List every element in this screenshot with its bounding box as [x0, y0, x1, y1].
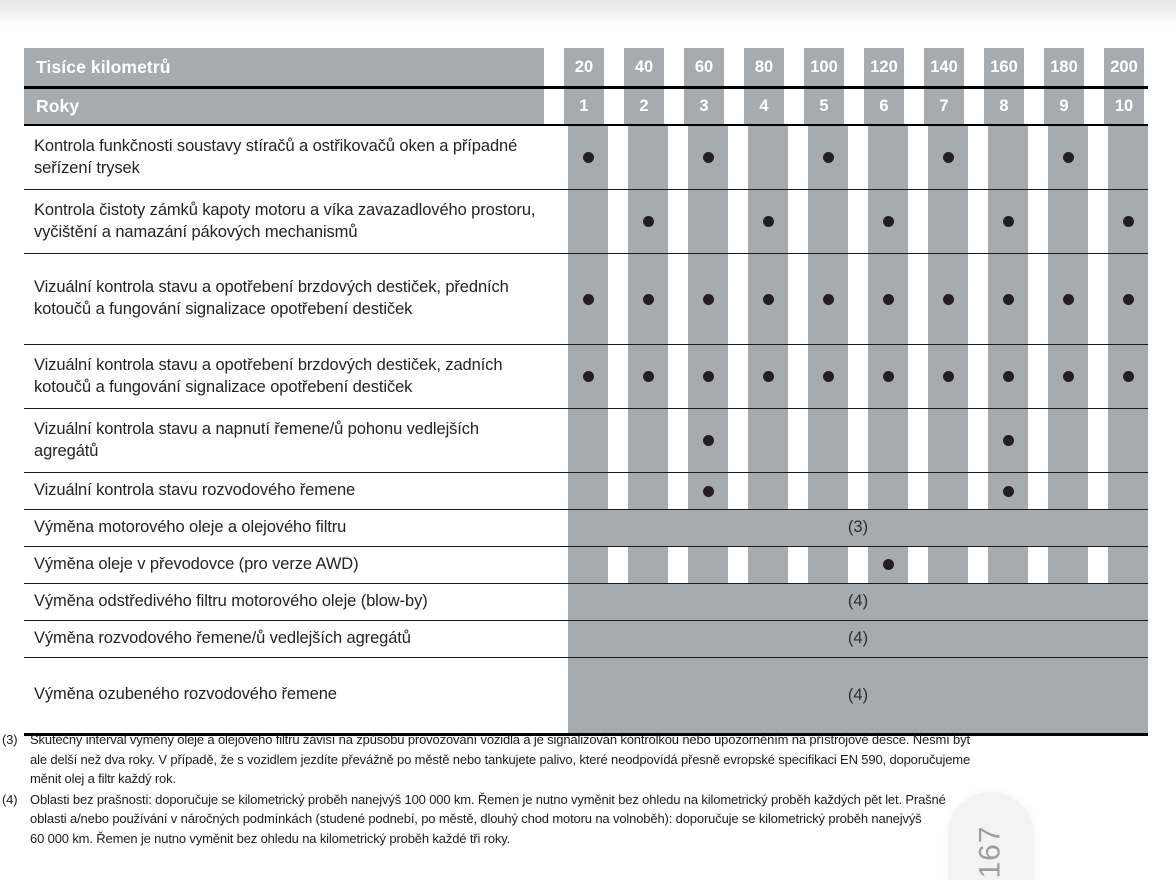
interval-cell — [988, 473, 1028, 509]
interval-cell — [748, 190, 788, 253]
interval-cell — [748, 473, 788, 509]
year-value-cell: 8 — [984, 89, 1024, 124]
interval-cell — [688, 254, 728, 344]
interval-cell — [1108, 409, 1148, 472]
service-dot — [703, 435, 714, 446]
interval-cell — [568, 547, 608, 583]
service-dot — [883, 216, 894, 227]
row-label: Kontrola čistoty zámků kapoty motoru a víka zavazadlového prostoru, vyčištění a namazání pákových mechanismů — [34, 200, 536, 241]
interval-cell — [628, 409, 668, 472]
year-value-cell: 3 — [684, 89, 724, 124]
interval-cell — [568, 473, 608, 509]
row-label: Vizuální kontrola stavu a napnutí řemene/ů pohonu vedlejších agregátů — [34, 419, 479, 460]
interval-cell — [628, 254, 668, 344]
service-dot — [943, 294, 954, 305]
footnote-marker: (4) — [2, 791, 18, 807]
service-dot — [1003, 216, 1014, 227]
service-dot — [883, 559, 894, 570]
interval-cell — [568, 345, 608, 408]
interval-cells — [568, 547, 1148, 583]
interval-cell — [988, 190, 1028, 253]
service-dot — [943, 371, 954, 382]
interval-cell — [988, 254, 1028, 344]
year-value-cell: 5 — [804, 89, 844, 124]
merged-note-cell: (4) — [568, 621, 1148, 657]
service-dot — [643, 216, 654, 227]
interval-cell — [1108, 254, 1148, 344]
km-values — [564, 48, 1144, 86]
row-label: Vizuální kontrola stavu a opotřebení brzdových destiček, zadních kotoučů a fungování signalizace opotřebení destiček — [34, 355, 503, 396]
table-row — [24, 547, 1148, 584]
interval-cells — [568, 126, 1148, 189]
interval-cell — [688, 345, 728, 408]
interval-cell — [808, 190, 848, 253]
years-header-label: Roky — [24, 89, 544, 124]
service-dot — [583, 294, 594, 305]
interval-cell — [868, 547, 908, 583]
interval-cell — [928, 409, 968, 472]
interval-cell — [928, 254, 968, 344]
service-dot — [1123, 371, 1134, 382]
table-row — [24, 126, 1148, 190]
interval-cell — [1108, 345, 1148, 408]
interval-cell — [988, 547, 1028, 583]
interval-cell — [988, 409, 1028, 472]
interval-cell — [1048, 547, 1088, 583]
interval-cell — [808, 345, 848, 408]
interval-cell — [628, 126, 668, 189]
interval-cell — [988, 126, 1028, 189]
service-dot — [1003, 435, 1014, 446]
interval-cell — [688, 547, 728, 583]
service-dot — [943, 152, 954, 163]
service-dot — [643, 294, 654, 305]
header-row-kilometers — [24, 48, 1148, 89]
interval-cell — [688, 126, 728, 189]
interval-cell — [808, 254, 848, 344]
interval-cells — [568, 345, 1148, 408]
service-dot — [1063, 371, 1074, 382]
page-top-edge — [0, 0, 1176, 30]
footnote-line: 60 000 km. Řemen je nutno vyměnit bez ohledu na kilometrický proběh každé tři roky. — [30, 830, 511, 846]
header-row-years — [24, 89, 1148, 126]
service-dot — [703, 486, 714, 497]
footnote-line: ale delší než dva roky. V případě, že s vozidlem jezdíte převážně po městě nebo tankujete palivo, které neodpovídá přesně evropské specifikaci EN 590, doporučujeme — [30, 751, 971, 767]
km-value-cell: 200 — [1104, 48, 1144, 86]
km-value-cell: 120 — [864, 48, 904, 86]
interval-cells — [568, 254, 1148, 344]
row-label: Výměna ozubeného rozvodového řemene — [34, 685, 337, 704]
service-dot — [703, 294, 714, 305]
interval-cell — [1108, 547, 1148, 583]
year-value-cell: 7 — [924, 89, 964, 124]
service-dot — [763, 294, 774, 305]
km-value-cell: 40 — [624, 48, 664, 86]
merged-note-cell: (3) — [568, 510, 1148, 546]
page-number: 167 — [974, 825, 1007, 879]
year-value-cell: 1 — [564, 89, 604, 124]
table-row — [24, 584, 1148, 621]
interval-cell — [1048, 254, 1088, 344]
interval-cell — [808, 409, 848, 472]
km-value-cell: 80 — [744, 48, 784, 86]
service-dot — [1123, 216, 1134, 227]
interval-cell — [868, 409, 908, 472]
interval-cell — [628, 547, 668, 583]
service-dot — [1003, 371, 1014, 382]
service-dot — [823, 294, 834, 305]
interval-cell — [1048, 345, 1088, 408]
footnote-line: Skutečný interval výměny oleje a olejového filtru závisí na způsobu provozování vozidla a je signalizován kontrolkou nebo upozorněním na přístrojové desce. Nesmí být — [30, 732, 970, 747]
merged-note-cell: (4) — [568, 584, 1148, 620]
year-value-cell: 4 — [744, 89, 784, 124]
service-dot — [823, 371, 834, 382]
year-value-cell: 9 — [1044, 89, 1084, 124]
table-row — [24, 621, 1148, 658]
year-value-cell: 6 — [864, 89, 904, 124]
table-row — [24, 510, 1148, 547]
km-value-cell: 60 — [684, 48, 724, 86]
km-header-label: Tisíce kilometrů — [24, 48, 544, 86]
year-values — [564, 89, 1144, 124]
table-row — [24, 473, 1148, 510]
interval-cell — [808, 473, 848, 509]
interval-cell — [868, 190, 908, 253]
km-value-cell: 160 — [984, 48, 1024, 86]
row-label: Výměna motorového oleje a olejového filtru — [34, 518, 347, 536]
interval-cell — [1108, 126, 1148, 189]
interval-cell — [1048, 190, 1088, 253]
interval-cell — [628, 190, 668, 253]
interval-cell — [868, 473, 908, 509]
interval-cell — [628, 345, 668, 408]
interval-cell — [868, 254, 908, 344]
interval-cell — [748, 409, 788, 472]
interval-cell — [1048, 409, 1088, 472]
interval-cell — [748, 126, 788, 189]
service-dot — [883, 294, 894, 305]
interval-cell — [928, 190, 968, 253]
interval-cell — [628, 473, 668, 509]
table-row — [24, 254, 1148, 345]
service-dot — [703, 152, 714, 163]
service-dot — [1063, 294, 1074, 305]
year-value-cell: 2 — [624, 89, 664, 124]
footnote-line: měnit olej a filtr každý rok. — [30, 771, 176, 786]
interval-cell — [988, 345, 1028, 408]
interval-cell — [808, 126, 848, 189]
service-dot — [583, 152, 594, 163]
service-dot — [1003, 294, 1014, 305]
km-value-cell: 20 — [564, 48, 604, 86]
km-value-cell: 180 — [1044, 48, 1084, 86]
table-row — [24, 190, 1148, 254]
interval-cell — [748, 547, 788, 583]
row-label: Výměna oleje v převodovce (pro verze AWD) — [34, 554, 359, 573]
service-dot — [643, 371, 654, 382]
interval-cell — [808, 547, 848, 583]
row-label: Výměna rozvodového řemene/ů vedlejších agregátů — [34, 628, 411, 647]
row-label: Vizuální kontrola stavu rozvodového řemene — [34, 481, 356, 500]
footnote-line: Oblasti bez prašnosti: doporučuje se kilometrický proběh nanejvýš 100 000 km. Řemen je nutno vyměnit bez ohledu na kilometrický proběh každých pět let. Prašné — [30, 791, 946, 807]
interval-cell — [1108, 190, 1148, 253]
service-dot — [703, 371, 714, 382]
interval-cell — [568, 409, 608, 472]
km-value-cell: 140 — [924, 48, 964, 86]
interval-cell — [928, 547, 968, 583]
km-value-cell: 100 — [804, 48, 844, 86]
interval-cell — [1108, 473, 1148, 509]
interval-cell — [1048, 473, 1088, 509]
table-row — [24, 658, 1148, 736]
interval-cell — [868, 345, 908, 408]
service-dot — [763, 371, 774, 382]
interval-cells — [568, 409, 1148, 472]
interval-cell — [568, 126, 608, 189]
interval-cell — [748, 345, 788, 408]
row-label: Kontrola funkčnosti soustavy stíračů a ostřikovačů oken a případné seřízení trysek — [34, 136, 518, 177]
year-value-cell: 10 — [1104, 89, 1144, 124]
footnote-text — [30, 730, 1174, 789]
footnote — [2, 730, 1174, 789]
table-row — [24, 345, 1148, 409]
service-dot — [583, 371, 594, 382]
footnote-line: oblasti a/nebo používání v náročných podmínkách (studené podnebí, po městě, dlouhý chod motoru na volnoběh): doporučuje se kilometrický proběh nanejvýš — [30, 811, 922, 826]
service-dot — [1123, 294, 1134, 305]
table-row — [24, 409, 1148, 473]
service-dot — [763, 216, 774, 227]
service-dot — [823, 152, 834, 163]
interval-cell — [688, 409, 728, 472]
service-dot — [883, 371, 894, 382]
row-label: Vizuální kontrola stavu a opotřebení brzdových destiček, předních kotoučů a fungování signalizace opotřebení destiček — [34, 278, 509, 318]
interval-cell — [688, 473, 728, 509]
interval-cell — [568, 254, 608, 344]
interval-cell — [928, 345, 968, 408]
interval-cell — [928, 473, 968, 509]
interval-cell — [568, 190, 608, 253]
service-dot — [1063, 152, 1074, 163]
interval-cell — [1048, 126, 1088, 189]
interval-cells — [568, 473, 1148, 509]
page-number-tab — [948, 792, 1034, 880]
service-dot — [1003, 486, 1014, 497]
interval-cell — [688, 190, 728, 253]
interval-cell — [868, 126, 908, 189]
merged-note-cell: (4) — [568, 658, 1148, 733]
interval-cell — [748, 254, 788, 344]
interval-cell — [928, 126, 968, 189]
footnote-marker: (3) — [2, 732, 18, 747]
row-label: Výměna odstředivého filtru motorového oleje (blow-by) — [34, 591, 428, 610]
interval-cells — [568, 190, 1148, 253]
table-body — [24, 126, 1148, 736]
maintenance-schedule-table — [24, 48, 1148, 736]
